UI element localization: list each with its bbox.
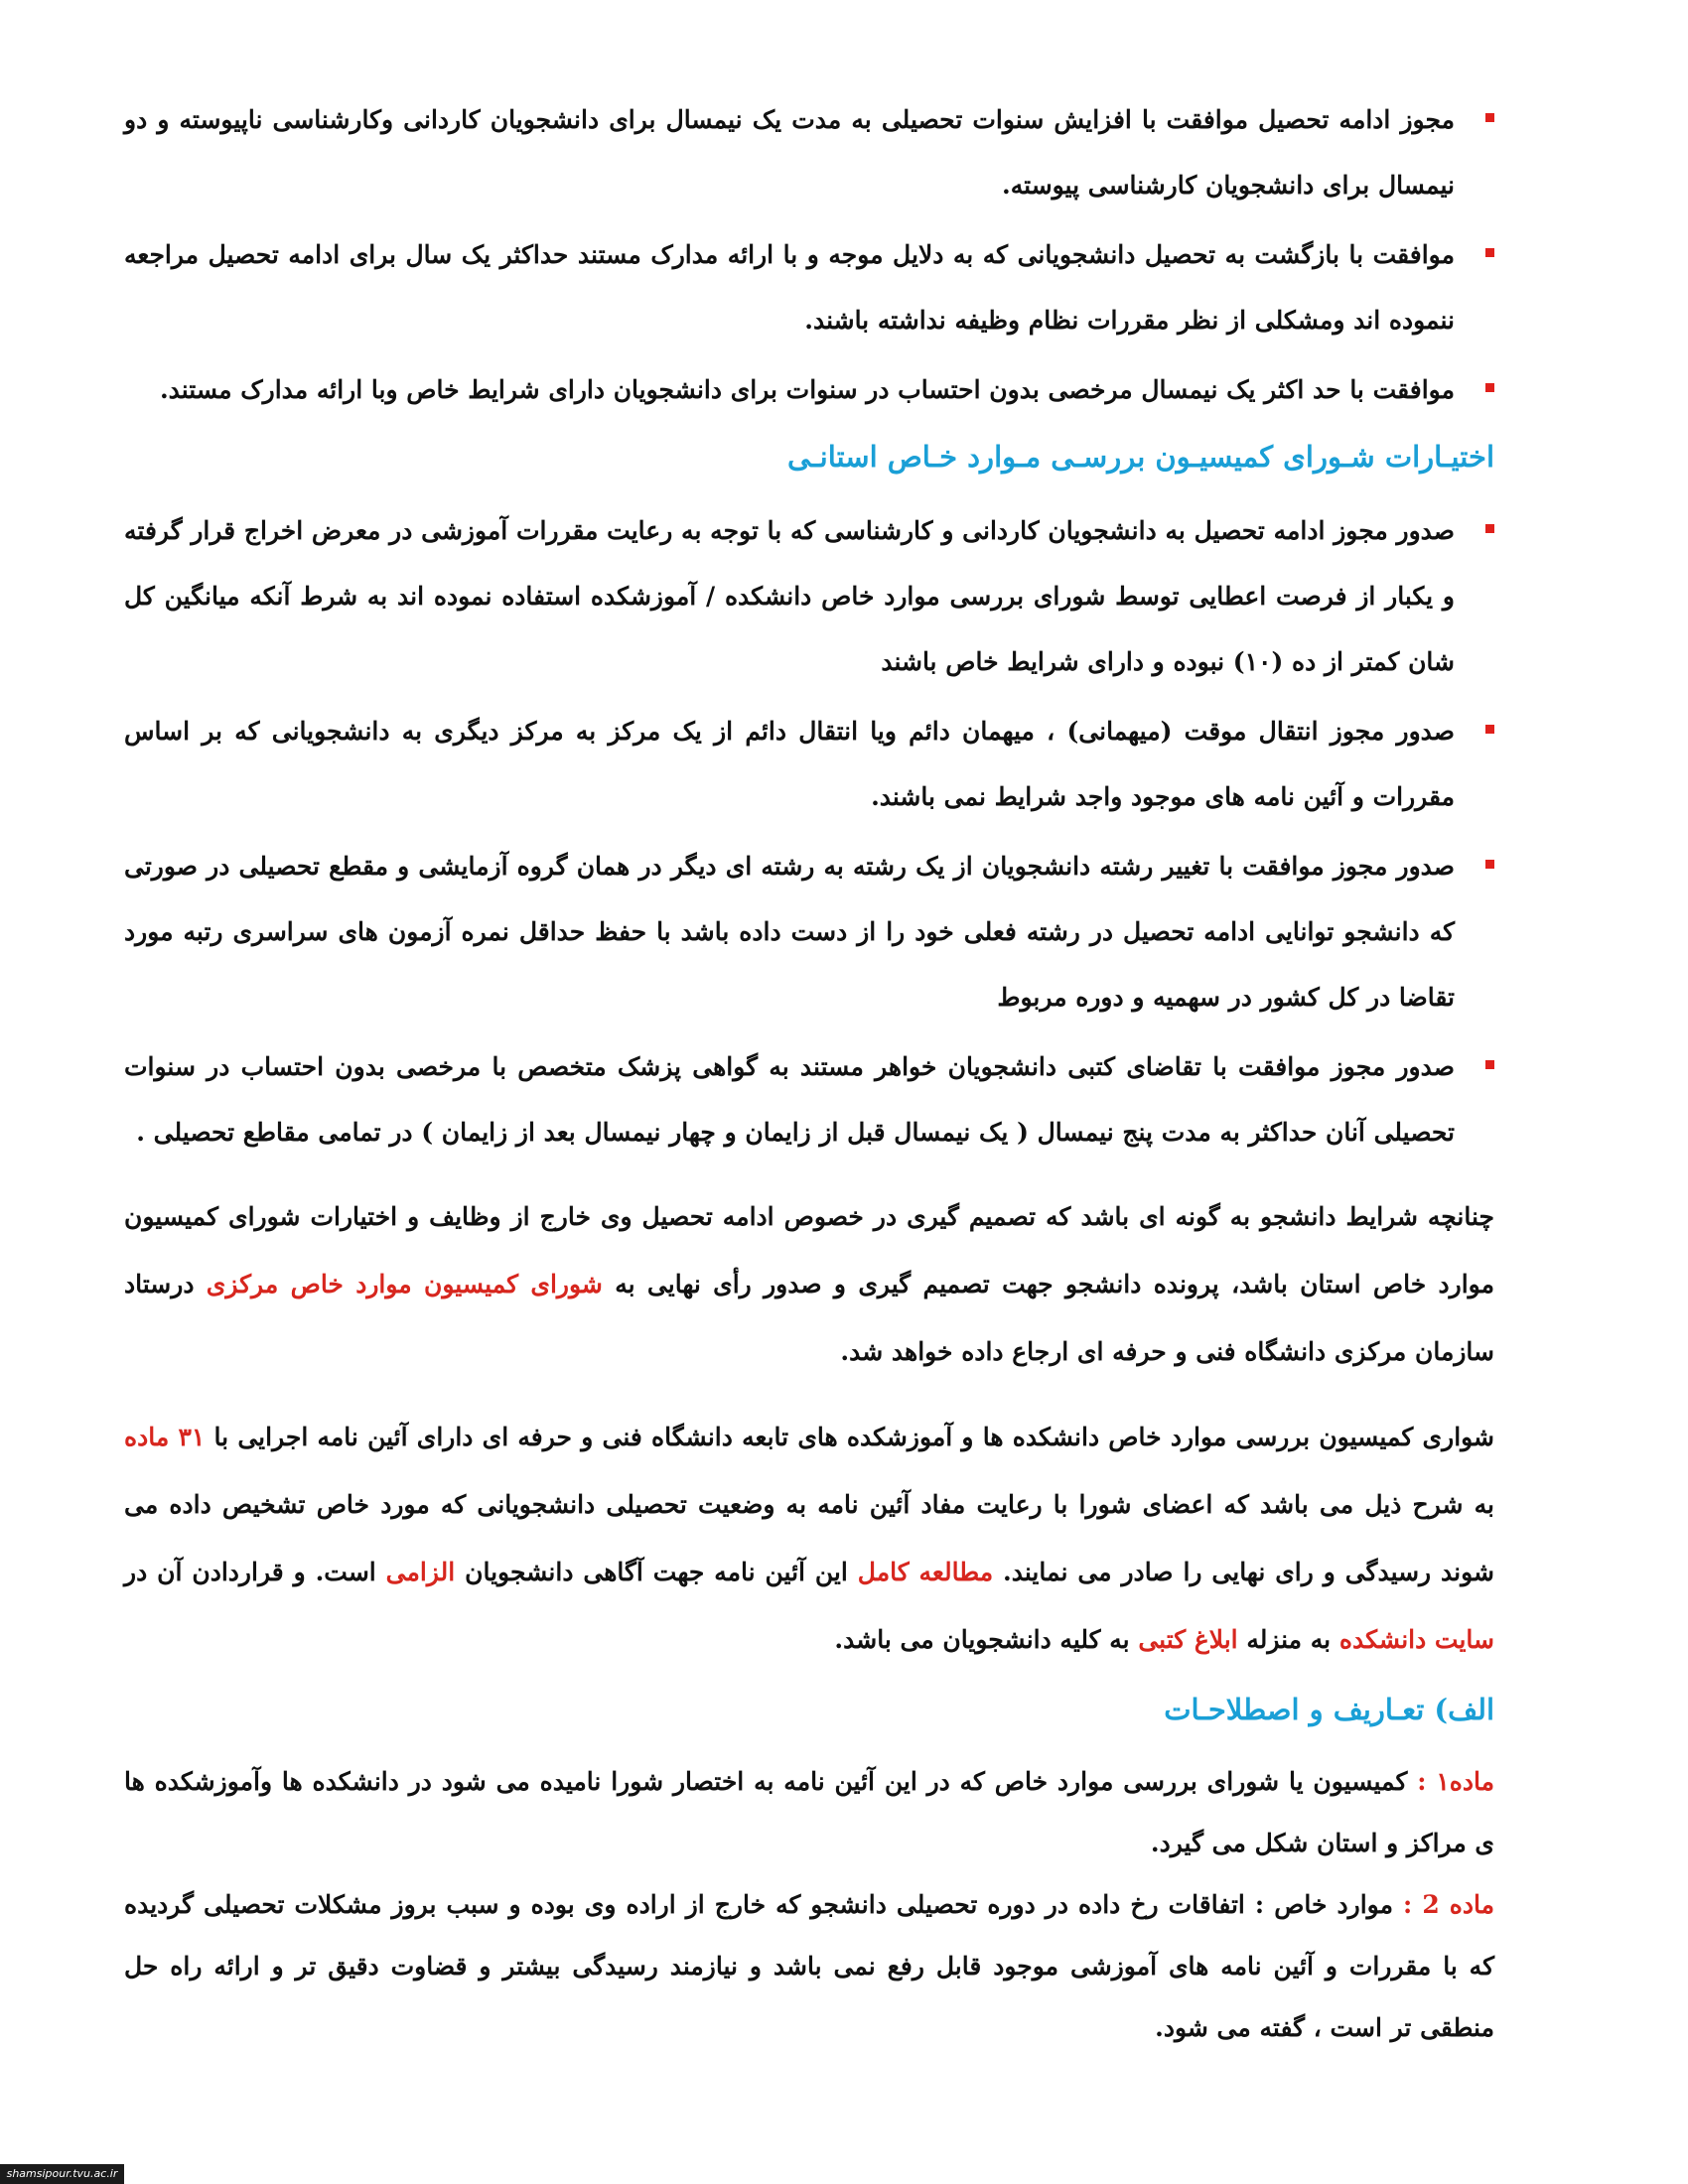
list-item [124,87,1494,218]
list-item [124,357,1494,423]
article-1 [124,1751,1494,1874]
referral-paragraph [124,1183,1494,1386]
article-label: ماده 2 : [1403,1890,1494,1919]
college-site-highlight: سایت دانشکده [1338,1625,1494,1654]
paragraph-text: این آئین نامه جهت آگاهی دانشجویان [455,1558,858,1586]
paragraph-text: است. و قراردادن آن در [124,1558,386,1586]
list-item [124,699,1494,830]
paragraph-text: چنانچه شرایط دانشجو به گونه ای باشد که تصمیم گیری در خصوص ادامه تحصیل وی خارج از وظایف و اختیارات شورای کمیسیون موارد خاص استان باشد، پرونده دانشجو جهت تصمیم گیری و صدور رأی نهایی به [124,1202,1494,1298]
website-footer-badge: shamsipour.tvu.ac.ir [0,2164,124,2184]
square-bullet-icon [1485,524,1494,533]
article-text: کمیسیون یا شورای بررسی موارد خاص که در این آئین نامه به اختصار شورا نامیده می شود در دانشکده ها وآموزشکده ها ی مراکز و استان شکل می گیرد. [124,1767,1494,1857]
document-content [124,87,1494,2059]
bullet-text: صدور مجوز موافقت با تقاضای کتبی دانشجویان خواهر مستند به گواهی پزشک متخصص با مرخصی بدون احتساب در سنوات تحصیلی آنان حداکثر به مدت پنج نیمسال ( یک نیمسال قبل از زایمان و چهار نیمسال بعد از زایمان ) در تمامی مقاطع تحصیلی . [124,1052,1455,1147]
square-bullet-icon [1485,1060,1494,1069]
list-item [124,222,1494,353]
paragraph-text: به شرح ذیل می باشد که اعضای شورا با رعایت مفاد آئین نامه به وضعیت تحصیلی دانشجویانی که مورد خاص تشخیص داده می شوند رسیدگی و رای نهایی را صادر می نمایند. [124,1490,1494,1586]
article-count-highlight: ۳۱ ماده [124,1423,206,1451]
article-label: ماده۱ : [1417,1767,1495,1796]
full-study-highlight: مطالعه کامل [857,1558,994,1586]
provincial-authority-heading: اختیـارات شـورای کمیسیـون بررسـی مـوارد خـاص استانـی [786,440,1494,474]
regulation-paragraph [124,1404,1494,1674]
definitions-heading: الف) تعـاریف و اصطلاحـات [1164,1693,1494,1726]
intro-bullet-list [124,87,1494,423]
square-bullet-icon [1485,725,1494,734]
bullet-text: صدور مجوز موافقت با تغییر رشته دانشجویان از یک رشته به رشته ای دیگر در همان گروه آزمایشی و مقطع تحصیلی در صورتی که دانشجو توانایی ادامه تحصیل در رشته فعلی خود را از دست داده باشد با حفظ حداقل نمره آزمون های سراسری رتبه مورد تقاضا در کل کشور در سهمیه و دوره مربوط [124,852,1455,1012]
written-notice-highlight: ابلاغ کتبی [1138,1625,1238,1654]
square-bullet-icon [1485,248,1494,257]
square-bullet-icon [1485,383,1494,392]
bullet-text: موافقت با حد اکثر یک نیمسال مرخصی بدون احتساب در سنوات برای دانشجویان دارای شرایط خاص وبا ارائه مدارک مستند. [159,375,1455,404]
provincial-bullet-list [124,498,1494,1165]
article-2 [124,1874,1494,2059]
bullet-text: صدور مجوز ادامه تحصیل به دانشجویان کاردانی و کارشناسی که با توجه به رعایت مقررات آموزشی در معرض اخراج قرار گرفته و یکبار از فرصت اعطایی توسط شورای بررسی موارد خاص دانشکده / آموزشکده استفاده نموده اند به شرط آنکه میانگین کل شان کمتر از ده (۱۰) نبوده و دارای شرایط خاص باشند [124,516,1455,676]
mandatory-highlight: الزامی [385,1558,456,1586]
bullet-text: موافقت با بازگشت به تحصیل دانشجویانی که به دلایل موجه و با ارائه مدارک مستند حداکثر یک سال برای ادامه تحصیل مراجعه ننموده اند ومشکلی از نظر مقررات نظام وظیفه نداشته باشند. [124,240,1455,335]
paragraph-text: شواری کمیسیون بررسی موارد خاص دانشکده ها و آموزشکده های تابعه دانشگاه فنی و حرفه ای دارای آئین نامه اجرایی با [205,1423,1494,1451]
bullet-text: مجوز ادامه تحصیل موافقت با افزایش سنوات تحصیلی به مدت یک نیمسال برای دانشجویان کاردانی وکارشناسی ناپیوسته و دو نیمسال برای دانشجویان کارشناسی پیوسته. [124,105,1455,200]
paragraph-text: به منزله [1237,1625,1339,1654]
bullet-text: صدور مجوز انتقال موقت (میهمانی) ، میهمان دائم ویا انتقال دائم از یک مرکز به مرکز دیگری به دانشجویانی که بر اساس مقررات و آئین نامه های موجود واجد شرایط نمی باشند. [124,717,1455,811]
list-item [124,498,1494,695]
list-item [124,1034,1494,1165]
square-bullet-icon [1485,860,1494,869]
paragraph-text: درستاد سازمان مرکزی دانشگاه فنی و حرفه ای ارجاع داده خواهد شد. [124,1270,1494,1366]
list-item [124,834,1494,1030]
central-commission-highlight: شورای کمیسیون موارد خاص مرکزی [206,1270,603,1298]
square-bullet-icon [1485,113,1494,122]
article-text: موارد خاص : اتفاقات رخ داده در دوره تحصیلی دانشجو که خارج از اراده وی بوده و سبب بروز مشکلات تحصیلی گردیده که با مقررات و آئین نامه های آموزشی موجود قابل رفع نمی باشد و نیازمند رسیدگی بیشتر و قضاوت دقیق تر و ارائه راه حل منطقی تر است ، گفته می شود. [124,1890,1494,2042]
paragraph-text: به کلیه دانشجویان می باشد. [834,1625,1139,1654]
